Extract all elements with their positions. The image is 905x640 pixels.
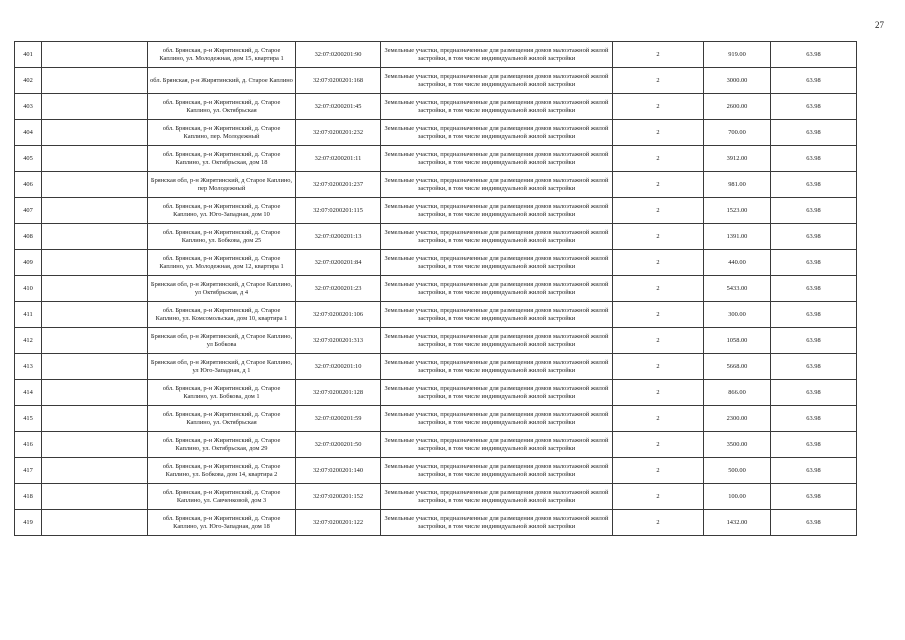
cadastral-number-cell: 32:07:0200201:168	[296, 68, 381, 94]
address-cell: обл. Брянская, р-н Жирятинский, д. Старое Каплино, ул. Юго-Западная, дом 10	[148, 198, 296, 224]
table-row	[15, 94, 857, 120]
table-row	[15, 276, 857, 302]
blank-cell	[42, 42, 148, 68]
area-cell: 1432.00	[704, 510, 771, 536]
table-row	[15, 432, 857, 458]
row-number-cell: 401	[15, 42, 42, 68]
address-cell: обл. Брянская, р-н Жирятинский, д. Старое Каплино, ул. Октябрьская	[148, 94, 296, 120]
table-row	[15, 198, 857, 224]
area-cell: 2600.00	[704, 94, 771, 120]
table-row	[15, 484, 857, 510]
row-number-cell: 408	[15, 224, 42, 250]
address-cell: обл. Брянская, р-н Жирятинский, д. Старое Каплино, ул. Комсомольская, дом 10, квартира 1	[148, 302, 296, 328]
rate-cell: 63.98	[771, 276, 857, 302]
cadastral-number-cell: 32:07:0200201:313	[296, 328, 381, 354]
address-cell: Брянская обл, р-н Жирятинский, д Старое Каплино, ул Октябрьская, д 4	[148, 276, 296, 302]
group-cell: 2	[613, 120, 704, 146]
address-cell: обл. Брянская, р-н Жирятинский, д. Старое Каплино, ул. Октябрьская, дом 29	[148, 432, 296, 458]
area-cell: 440.00	[704, 250, 771, 276]
land-use-cell: Земельные участки, предназначенные для размещения домов малоэтажной жилой застройки, в том числе индивидуальной жилой застройки	[381, 68, 613, 94]
blank-cell	[42, 172, 148, 198]
group-cell: 2	[613, 510, 704, 536]
table-row	[15, 172, 857, 198]
group-cell: 2	[613, 94, 704, 120]
cadastral-number-cell: 32:07:0200201:152	[296, 484, 381, 510]
group-cell: 2	[613, 42, 704, 68]
group-cell: 2	[613, 302, 704, 328]
rate-cell: 63.98	[771, 354, 857, 380]
area-cell: 3912.00	[704, 146, 771, 172]
land-use-cell: Земельные участки, предназначенные для размещения домов малоэтажной жилой застройки, в том числе индивидуальной жилой застройки	[381, 146, 613, 172]
group-cell: 2	[613, 224, 704, 250]
cadastral-number-cell: 32:07:0200201:90	[296, 42, 381, 68]
land-use-cell: Земельные участки, предназначенные для размещения домов малоэтажной жилой застройки, в том числе индивидуальной жилой застройки	[381, 484, 613, 510]
rate-cell: 63.98	[771, 406, 857, 432]
row-number-cell: 414	[15, 380, 42, 406]
rate-cell: 63.98	[771, 380, 857, 406]
table-row	[15, 510, 857, 536]
table-row	[15, 42, 857, 68]
land-use-cell: Земельные участки, предназначенные для размещения домов малоэтажной жилой застройки, в том числе индивидуальной жилой застройки	[381, 328, 613, 354]
address-cell: обл. Брянская, р-н Жирятинский, д. Старое Каплино, ул. Октябрьская, дом 18	[148, 146, 296, 172]
address-cell: обл. Брянская, р-н Жирятинский, д. Старое Каплино, ул. Молодежная, дом 12, квартира 1	[148, 250, 296, 276]
group-cell: 2	[613, 432, 704, 458]
rate-cell: 63.98	[771, 224, 857, 250]
row-number-cell: 419	[15, 510, 42, 536]
group-cell: 2	[613, 354, 704, 380]
land-use-cell: Земельные участки, предназначенные для размещения домов малоэтажной жилой застройки, в том числе индивидуальной жилой застройки	[381, 250, 613, 276]
rate-cell: 63.98	[771, 250, 857, 276]
row-number-cell: 415	[15, 406, 42, 432]
table-row	[15, 328, 857, 354]
area-cell: 3500.00	[704, 432, 771, 458]
land-use-cell: Земельные участки, предназначенные для размещения домов малоэтажной жилой застройки, в том числе индивидуальной жилой застройки	[381, 458, 613, 484]
group-cell: 2	[613, 406, 704, 432]
blank-cell	[42, 146, 148, 172]
address-cell: обл. Брянская, р-н Жирятинский, д. Старое Каплино, ул. Бобкова, дом 25	[148, 224, 296, 250]
row-number-cell: 403	[15, 94, 42, 120]
area-cell: 5433.00	[704, 276, 771, 302]
address-cell: обл. Брянская, р-н Жирятинский, д. Старое Каплино, пер. Молодежный	[148, 120, 296, 146]
cadastral-number-cell: 32:07:0200201:106	[296, 302, 381, 328]
land-use-cell: Земельные участки, предназначенные для размещения домов малоэтажной жилой застройки, в том числе индивидуальной жилой застройки	[381, 302, 613, 328]
rate-cell: 63.98	[771, 94, 857, 120]
blank-cell	[42, 380, 148, 406]
address-cell: обл. Брянская, р-н Жирятинский, д. Старое Каплино, ул. Октябрьская	[148, 406, 296, 432]
blank-cell	[42, 458, 148, 484]
row-number-cell: 406	[15, 172, 42, 198]
rate-cell: 63.98	[771, 432, 857, 458]
cadastral-number-cell: 32:07:0200201:115	[296, 198, 381, 224]
land-use-cell: Земельные участки, предназначенные для размещения домов малоэтажной жилой застройки, в том числе индивидуальной жилой застройки	[381, 406, 613, 432]
land-use-cell: Земельные участки, предназначенные для размещения домов малоэтажной жилой застройки, в том числе индивидуальной жилой застройки	[381, 354, 613, 380]
area-cell: 981.00	[704, 172, 771, 198]
row-number-cell: 417	[15, 458, 42, 484]
area-cell: 3000.00	[704, 68, 771, 94]
land-use-cell: Земельные участки, предназначенные для размещения домов малоэтажной жилой застройки, в том числе индивидуальной жилой застройки	[381, 276, 613, 302]
cadastral-number-cell: 32:07:0200201:122	[296, 510, 381, 536]
area-cell: 500.00	[704, 458, 771, 484]
cadastral-number-cell: 32:07:0200201:59	[296, 406, 381, 432]
table-row	[15, 380, 857, 406]
cadastral-number-cell: 32:07:0200201:84	[296, 250, 381, 276]
area-cell: 2300.00	[704, 406, 771, 432]
land-use-cell: Земельные участки, предназначенные для размещения домов малоэтажной жилой застройки, в том числе индивидуальной жилой застройки	[381, 42, 613, 68]
cadastral-number-cell: 32:07:0200201:237	[296, 172, 381, 198]
table-row	[15, 120, 857, 146]
group-cell: 2	[613, 250, 704, 276]
blank-cell	[42, 328, 148, 354]
rate-cell: 63.98	[771, 146, 857, 172]
area-cell: 866.00	[704, 380, 771, 406]
address-cell: обл. Брянская, р-н Жирятинский, д. Старое Каплино, ул. Юго-Западная, дом 18	[148, 510, 296, 536]
land-use-cell: Земельные участки, предназначенные для размещения домов малоэтажной жилой застройки, в том числе индивидуальной жилой застройки	[381, 94, 613, 120]
blank-cell	[42, 406, 148, 432]
address-cell: Брянская обл, р-н Жирятинский, д Старое Каплино, ул Бобкова	[148, 328, 296, 354]
area-cell: 100.00	[704, 484, 771, 510]
table-body	[15, 42, 857, 536]
row-number-cell: 404	[15, 120, 42, 146]
table-row	[15, 146, 857, 172]
cadastral-number-cell: 32:07:0200201:13	[296, 224, 381, 250]
page-number: 27	[875, 20, 884, 30]
blank-cell	[42, 120, 148, 146]
table-row	[15, 354, 857, 380]
group-cell: 2	[613, 276, 704, 302]
area-cell: 919.00	[704, 42, 771, 68]
group-cell: 2	[613, 198, 704, 224]
blank-cell	[42, 198, 148, 224]
land-use-cell: Земельные участки, предназначенные для размещения домов малоэтажной жилой застройки, в том числе индивидуальной жилой застройки	[381, 120, 613, 146]
blank-cell	[42, 432, 148, 458]
address-cell: обл. Брянская, р-н Жирятинский, д. Старое Каплино, ул. Савченковой, дом 3	[148, 484, 296, 510]
group-cell: 2	[613, 328, 704, 354]
table-row	[15, 406, 857, 432]
address-cell: обл. Брянская, р-н Жирятинский, д. Старое Каплино, ул. Молодежная, дом 15, квартира 1	[148, 42, 296, 68]
table-row	[15, 250, 857, 276]
cadastral-number-cell: 32:07:0200201:10	[296, 354, 381, 380]
area-cell: 5668.00	[704, 354, 771, 380]
address-cell: обл. Брянская, р-н Жирятинский, д. Старое Каплино, ул. Бобкова, дом 14, квартира 2	[148, 458, 296, 484]
row-number-cell: 412	[15, 328, 42, 354]
cadastral-number-cell: 32:07:0200201:232	[296, 120, 381, 146]
land-use-cell: Земельные участки, предназначенные для размещения домов малоэтажной жилой застройки, в том числе индивидуальной жилой застройки	[381, 380, 613, 406]
group-cell: 2	[613, 484, 704, 510]
cadastral-number-cell: 32:07:0200201:11	[296, 146, 381, 172]
blank-cell	[42, 276, 148, 302]
rate-cell: 63.98	[771, 198, 857, 224]
rate-cell: 63.98	[771, 42, 857, 68]
row-number-cell: 411	[15, 302, 42, 328]
land-use-cell: Земельные участки, предназначенные для размещения домов малоэтажной жилой застройки, в том числе индивидуальной жилой застройки	[381, 510, 613, 536]
rate-cell: 63.98	[771, 120, 857, 146]
rate-cell: 63.98	[771, 458, 857, 484]
row-number-cell: 410	[15, 276, 42, 302]
cadastral-number-cell: 32:07:0200201:45	[296, 94, 381, 120]
rate-cell: 63.98	[771, 484, 857, 510]
cadastral-number-cell: 32:07:0200201:23	[296, 276, 381, 302]
blank-cell	[42, 354, 148, 380]
row-number-cell: 407	[15, 198, 42, 224]
group-cell: 2	[613, 380, 704, 406]
area-cell: 700.00	[704, 120, 771, 146]
rate-cell: 63.98	[771, 302, 857, 328]
row-number-cell: 405	[15, 146, 42, 172]
cadastral-number-cell: 32:07:0200201:128	[296, 380, 381, 406]
area-cell: 1058.00	[704, 328, 771, 354]
area-cell: 1523.00	[704, 198, 771, 224]
rate-cell: 63.98	[771, 68, 857, 94]
table-row	[15, 302, 857, 328]
address-cell: обл. Брянская, р-н Жирятинский, д. Старое Каплино, ул. Бобкова, дом 1	[148, 380, 296, 406]
land-use-cell: Земельные участки, предназначенные для размещения домов малоэтажной жилой застройки, в том числе индивидуальной жилой застройки	[381, 198, 613, 224]
row-number-cell: 409	[15, 250, 42, 276]
blank-cell	[42, 484, 148, 510]
group-cell: 2	[613, 146, 704, 172]
table-row	[15, 224, 857, 250]
blank-cell	[42, 302, 148, 328]
group-cell: 2	[613, 68, 704, 94]
land-use-cell: Земельные участки, предназначенные для размещения домов малоэтажной жилой застройки, в том числе индивидуальной жилой застройки	[381, 432, 613, 458]
area-cell: 300.00	[704, 302, 771, 328]
cadastral-number-cell: 32:07:0200201:50	[296, 432, 381, 458]
land-use-cell: Земельные участки, предназначенные для размещения домов малоэтажной жилой застройки, в том числе индивидуальной жилой застройки	[381, 224, 613, 250]
rate-cell: 63.98	[771, 510, 857, 536]
row-number-cell: 402	[15, 68, 42, 94]
row-number-cell: 416	[15, 432, 42, 458]
area-cell: 1391.00	[704, 224, 771, 250]
table-row	[15, 458, 857, 484]
blank-cell	[42, 68, 148, 94]
row-number-cell: 418	[15, 484, 42, 510]
row-number-cell: 413	[15, 354, 42, 380]
rate-cell: 63.98	[771, 328, 857, 354]
rate-cell: 63.98	[771, 172, 857, 198]
blank-cell	[42, 224, 148, 250]
blank-cell	[42, 250, 148, 276]
group-cell: 2	[613, 172, 704, 198]
address-cell: Брянская обл, р-н Жирятинский, д Старое Каплино, ул Юго-Западная, д 1	[148, 354, 296, 380]
address-cell: Брянская обл, р-н Жирятинский, д Старое Каплино, пер Молодежный	[148, 172, 296, 198]
blank-cell	[42, 94, 148, 120]
group-cell: 2	[613, 458, 704, 484]
cadastral-number-cell: 32:07:0200201:140	[296, 458, 381, 484]
address-cell: обл. Брянская, р-н Жирятинский, д. Старое Каплино	[148, 68, 296, 94]
table-row	[15, 68, 857, 94]
land-plot-table	[14, 41, 857, 536]
land-use-cell: Земельные участки, предназначенные для размещения домов малоэтажной жилой застройки, в том числе индивидуальной жилой застройки	[381, 172, 613, 198]
blank-cell	[42, 510, 148, 536]
